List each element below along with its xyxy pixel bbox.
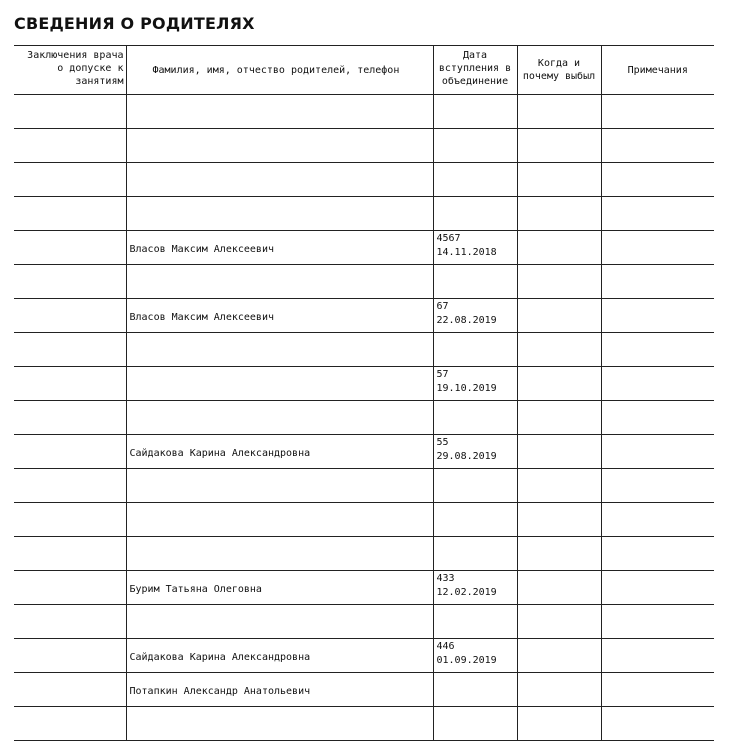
notes-cell — [601, 605, 714, 639]
parent-name-cell: Власов Максим Алексеевич — [126, 299, 433, 333]
join-date: 14.11.2018 — [436, 247, 497, 258]
join-date-cell — [433, 265, 517, 299]
join-date: 22.08.2019 — [436, 315, 497, 326]
doctor-cell — [14, 163, 126, 197]
notes-cell — [601, 469, 714, 503]
table-row — [14, 163, 714, 197]
join-date: 19.10.2019 — [436, 383, 497, 394]
parent-name-cell — [126, 129, 433, 163]
record-number: 55 — [436, 437, 449, 448]
header-parents: Фамилия, имя, отчество родителей, телефон — [126, 46, 433, 95]
doctor-cell — [14, 571, 126, 605]
table-row — [14, 537, 714, 571]
notes-cell — [601, 673, 714, 707]
parent-name-cell: Потапкин Александр Анатольевич — [126, 673, 433, 707]
notes-cell — [601, 367, 714, 401]
join-date-cell — [433, 197, 517, 231]
table-row — [14, 367, 714, 401]
table-row — [14, 503, 714, 537]
notes-cell — [601, 129, 714, 163]
table-row — [14, 197, 714, 231]
doctor-cell — [14, 469, 126, 503]
join-date-cell — [433, 299, 517, 333]
left-reason-cell — [517, 503, 601, 537]
table-row — [14, 571, 714, 605]
parent-name-cell — [126, 367, 433, 401]
parent-name-cell — [126, 401, 433, 435]
parent-name-cell — [126, 503, 433, 537]
table-header-row — [14, 46, 714, 95]
parent-name-cell: Сайдакова Карина Александровна — [126, 639, 433, 673]
table-row — [14, 605, 714, 639]
parent-name-cell — [126, 197, 433, 231]
left-reason-cell — [517, 129, 601, 163]
left-reason-cell — [517, 605, 601, 639]
join-date-cell — [433, 707, 517, 741]
left-reason-cell — [517, 537, 601, 571]
doctor-cell — [14, 333, 126, 367]
table-row — [14, 435, 714, 469]
join-date-cell — [433, 367, 517, 401]
parent-name-cell — [126, 163, 433, 197]
join-date-cell — [433, 163, 517, 197]
notes-cell — [601, 231, 714, 265]
doctor-cell — [14, 95, 126, 129]
left-reason-cell — [517, 707, 601, 741]
join-date-cell — [433, 673, 517, 707]
doctor-cell — [14, 639, 126, 673]
table-row — [14, 639, 714, 673]
left-reason-cell — [517, 401, 601, 435]
notes-cell — [601, 95, 714, 129]
join-date: 29.08.2019 — [436, 451, 497, 462]
join-date-cell — [433, 537, 517, 571]
left-reason-cell — [517, 571, 601, 605]
doctor-cell — [14, 537, 126, 571]
table-row — [14, 265, 714, 299]
table-row — [14, 333, 714, 367]
left-reason-cell — [517, 299, 601, 333]
left-reason-cell — [517, 265, 601, 299]
doctor-cell — [14, 503, 126, 537]
record-number: 4567 — [436, 233, 461, 244]
header-notes: Примечания — [601, 46, 714, 95]
record-number: 446 — [436, 641, 455, 652]
doctor-cell — [14, 129, 126, 163]
doctor-cell — [14, 299, 126, 333]
parents-table — [14, 45, 714, 741]
join-date-cell — [433, 571, 517, 605]
parent-name-cell: Бурим Татьяна Олеговна — [126, 571, 433, 605]
join-date-cell — [433, 469, 517, 503]
left-reason-cell — [517, 197, 601, 231]
join-date: 01.09.2019 — [436, 655, 497, 666]
notes-cell — [601, 537, 714, 571]
left-reason-cell — [517, 639, 601, 673]
notes-cell — [601, 333, 714, 367]
parent-name-cell — [126, 333, 433, 367]
table-row — [14, 129, 714, 163]
left-reason-cell — [517, 163, 601, 197]
doctor-cell — [14, 367, 126, 401]
join-date-cell — [433, 95, 517, 129]
doctor-cell — [14, 707, 126, 741]
doctor-cell — [14, 673, 126, 707]
left-reason-cell — [517, 673, 601, 707]
parent-name-cell: Сайдакова Карина Александровна — [126, 435, 433, 469]
notes-cell — [601, 707, 714, 741]
parent-name-cell — [126, 469, 433, 503]
parent-name-cell — [126, 265, 433, 299]
parent-name-cell — [126, 537, 433, 571]
join-date-cell — [433, 639, 517, 673]
table-row — [14, 231, 714, 265]
header-left: Когда и почему выбыл — [517, 46, 601, 95]
doctor-cell — [14, 605, 126, 639]
left-reason-cell — [517, 95, 601, 129]
join-date: 12.02.2019 — [436, 587, 497, 598]
notes-cell — [601, 503, 714, 537]
left-reason-cell — [517, 231, 601, 265]
left-reason-cell — [517, 367, 601, 401]
parent-name-cell — [126, 605, 433, 639]
notes-cell — [601, 571, 714, 605]
join-date-cell — [433, 401, 517, 435]
notes-cell — [601, 197, 714, 231]
notes-cell — [601, 265, 714, 299]
doctor-cell — [14, 435, 126, 469]
join-date-cell — [433, 231, 517, 265]
left-reason-cell — [517, 333, 601, 367]
page-title: СВЕДЕНИЯ О РОДИТЕЛЯХ — [14, 14, 255, 33]
parent-name-cell: Власов Максим Алексеевич — [126, 231, 433, 265]
join-date-cell — [433, 129, 517, 163]
table-row — [14, 401, 714, 435]
join-date-cell — [433, 503, 517, 537]
header-doctor: Заключения врача о допуске к занятиям — [14, 46, 126, 95]
notes-cell — [601, 299, 714, 333]
table-row — [14, 299, 714, 333]
parent-name-cell — [126, 707, 433, 741]
doctor-cell — [14, 265, 126, 299]
notes-cell — [601, 401, 714, 435]
doctor-cell — [14, 197, 126, 231]
doctor-cell — [14, 401, 126, 435]
join-date-cell — [433, 605, 517, 639]
notes-cell — [601, 163, 714, 197]
doctor-cell — [14, 231, 126, 265]
table-row — [14, 707, 714, 741]
record-number: 67 — [436, 301, 449, 312]
notes-cell — [601, 435, 714, 469]
table-row — [14, 469, 714, 503]
record-number: 433 — [436, 573, 455, 584]
parent-name-cell — [126, 95, 433, 129]
join-date-cell — [433, 435, 517, 469]
join-date-cell — [433, 333, 517, 367]
table-row — [14, 673, 714, 707]
record-number: 57 — [436, 369, 449, 380]
table-row — [14, 95, 714, 129]
notes-cell — [601, 639, 714, 673]
left-reason-cell — [517, 469, 601, 503]
header-date: Дата вступления в объединение — [433, 46, 517, 95]
left-reason-cell — [517, 435, 601, 469]
